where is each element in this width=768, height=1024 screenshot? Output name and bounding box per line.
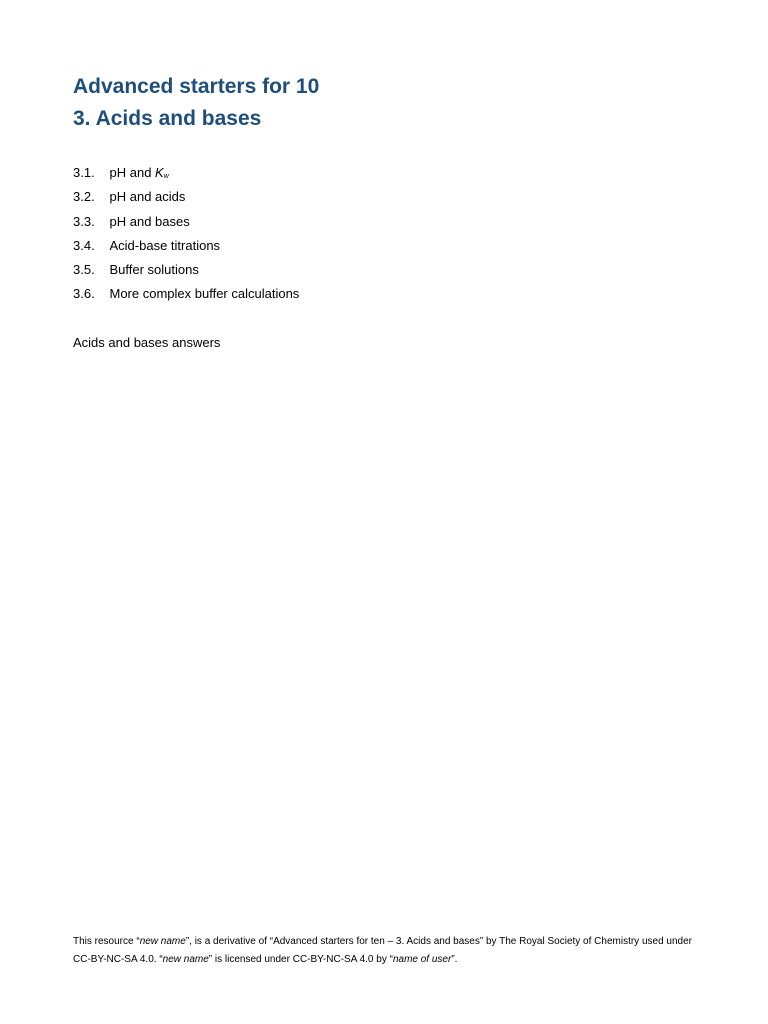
footer-new-name: new name — [139, 936, 186, 947]
toc-number: 3.4. — [73, 237, 95, 253]
toc-number: 3.6. — [73, 286, 95, 302]
toc-label: Acid-base titrations — [109, 237, 221, 253]
document-subtitle: 3. Acids and bases — [73, 107, 262, 130]
toc-item-3-5[interactable] — [73, 260, 299, 284]
license-footer — [73, 933, 703, 968]
footer-text: ” is licensed under CC-BY-NC-SA 4.0 by “ — [208, 953, 393, 965]
toc-item-3-1[interactable] — [73, 163, 299, 187]
toc-item-3-4[interactable] — [73, 236, 299, 260]
footer-text: ”, is a derivative of “Advanced starters for ten – 3. Acids and bases” by The Royal Society of Chemistry used under CC-BY-NC-SA 4.0. “ — [73, 936, 692, 965]
toc-number: 3.3. — [73, 213, 95, 229]
toc-item-3-2[interactable] — [73, 187, 299, 211]
table-of-contents — [73, 163, 299, 309]
toc-label: pH and bases — [109, 213, 190, 229]
kw-subscript: w — [163, 173, 169, 180]
toc-item-3-3[interactable] — [73, 212, 299, 236]
toc-number: 3.2. — [73, 189, 95, 205]
toc-label: Buffer solutions — [109, 262, 199, 278]
toc-number: 3.5. — [73, 262, 95, 278]
document-title: Advanced starters for 10 — [73, 75, 320, 98]
toc-label: pH and acids — [109, 189, 186, 205]
footer-text: ”. — [451, 953, 458, 965]
toc-number: 3.1. — [73, 165, 95, 180]
footer-text: This resource “ — [73, 936, 140, 947]
footer-user-name: name of user — [392, 953, 452, 965]
answers-link[interactable]: Acids and bases answers — [73, 335, 221, 350]
toc-item-3-6[interactable] — [73, 284, 299, 308]
kw-symbol: K — [155, 165, 164, 180]
toc-label: More complex buffer calculations — [109, 286, 300, 302]
toc-label: pH and — [109, 165, 156, 180]
footer-new-name: new name — [162, 953, 209, 965]
